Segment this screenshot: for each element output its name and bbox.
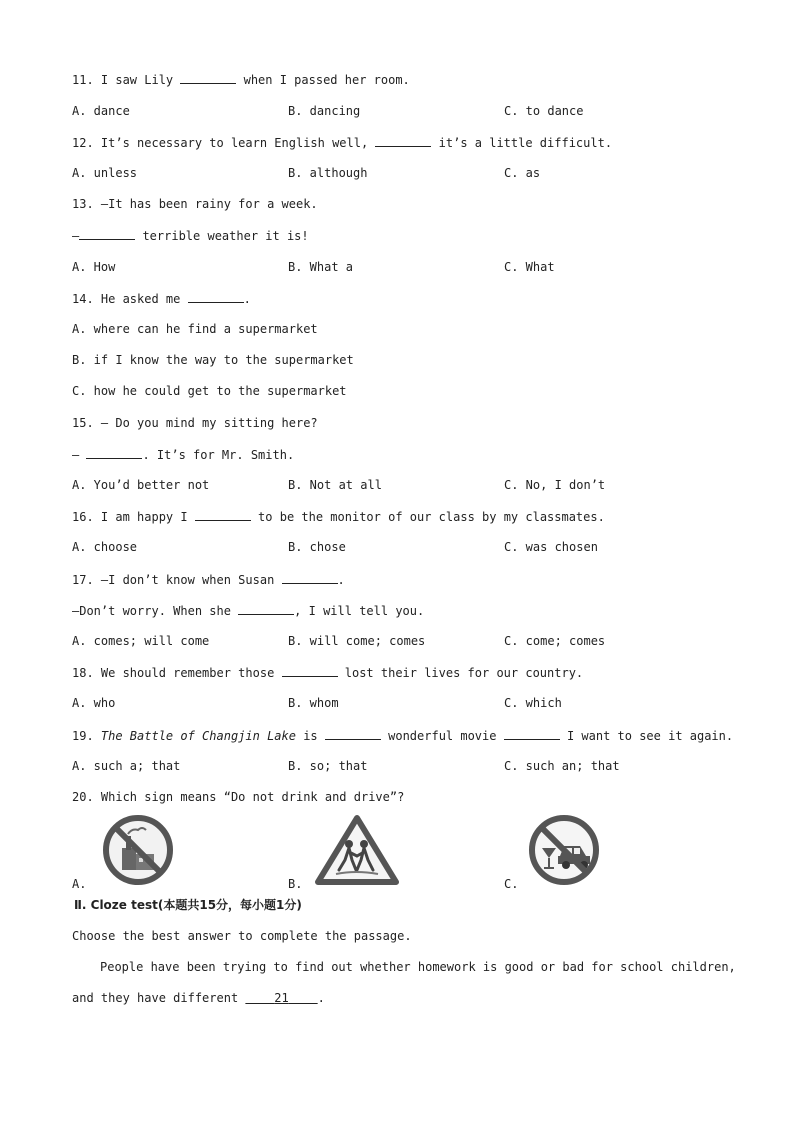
question-17-stem: 17. —I don’t know when Susan .: [72, 573, 345, 587]
option-c: C. What: [504, 260, 555, 274]
option-a: A. who: [72, 696, 116, 710]
answer-blank: [79, 227, 135, 240]
answer-blank: [282, 571, 338, 584]
question-14-option-a: A. where can he find a supermarket: [72, 322, 318, 336]
section-instruction: Choose the best answer to complete the passage.: [72, 929, 412, 943]
option-c: C.: [504, 877, 519, 891]
section-title: Ⅱ. Cloze test(本题共15分，每小题1分): [74, 898, 302, 912]
question-13-reply: — terrible weather it is!: [72, 229, 309, 243]
option-b: B. whom: [288, 696, 339, 710]
question-14-option-b: B. if I know the way to the supermarket: [72, 353, 354, 367]
option-c: C. was chosen: [504, 540, 598, 554]
question-17-reply: —Don’t worry. When she , I will tell you.: [72, 604, 425, 618]
option-c: C. No, I don’t: [504, 478, 606, 492]
option-b: B. although: [288, 166, 368, 180]
option-c: C. which: [504, 696, 562, 710]
answer-blank: [188, 290, 244, 303]
answer-blank: [195, 508, 251, 521]
option-a: A. unless: [72, 166, 138, 180]
no-drink-driving-sign-icon: [528, 814, 600, 886]
children-crossing-sign-icon: [314, 814, 400, 886]
answer-blank: [325, 727, 381, 740]
question-20-stem: 20. Which sign means “Do not drink and drive”?: [72, 790, 405, 804]
option-c: C. to dance: [504, 104, 584, 118]
question-15-reply: — . It’s for Mr. Smith.: [72, 448, 295, 462]
answer-blank: [282, 664, 338, 677]
option-b: B. What a: [288, 260, 354, 274]
option-b: B.: [288, 877, 303, 891]
answer-blank: [238, 602, 294, 615]
movie-title: The Battle of Changjin Lake: [100, 729, 296, 743]
option-a: A.: [72, 877, 87, 891]
option-a: A. choose: [72, 540, 138, 554]
answer-blank: [504, 727, 560, 740]
question-11-stem: 11. I saw Lily when I passed her room.: [72, 73, 410, 87]
question-13-stem: 13. —It has been rainy for a week.: [72, 197, 318, 211]
answer-blank: [180, 71, 236, 84]
option-c: C. as: [504, 166, 541, 180]
option-a: A. comes; will come: [72, 634, 210, 648]
question-18-stem: 18. We should remember those lost their lives for our country.: [72, 666, 584, 680]
option-c: C. such an; that: [504, 759, 620, 773]
option-a: A. How: [72, 260, 116, 274]
cloze-blank-21: 21: [274, 991, 289, 1005]
question-12-stem: 12. It’s necessary to learn English well, it’s a little difficult.: [72, 136, 613, 150]
option-c: C. come; comes: [504, 634, 606, 648]
answer-blank: [375, 134, 431, 147]
question-15-stem: 15. — Do you mind my sitting here?: [72, 416, 318, 430]
option-b: B. will come; comes: [288, 634, 426, 648]
option-b: B. dancing: [288, 104, 361, 118]
passage-line-2: and they have different 21 .: [72, 991, 325, 1005]
question-14-stem: 14. He asked me .: [72, 292, 251, 306]
no-factory-sign-icon: [102, 814, 174, 886]
option-b: B. so; that: [288, 759, 368, 773]
question-14-option-c: C. how he could get to the supermarket: [72, 384, 347, 398]
option-b: B. Not at all: [288, 478, 382, 492]
question-19-stem: 19. The Battle of Changjin Lake is wonderful movie I want to see it again.: [72, 729, 734, 743]
option-a: A. such a; that: [72, 759, 181, 773]
question-16-stem: 16. I am happy I to be the monitor of our class by my classmates.: [72, 510, 605, 524]
option-a: A. dance: [72, 104, 130, 118]
answer-blank: [86, 446, 142, 459]
passage-line-1: People have been trying to find out whether homework is good or bad for school children,: [100, 960, 736, 974]
option-b: B. chose: [288, 540, 346, 554]
option-a: A. You’d better not: [72, 478, 210, 492]
